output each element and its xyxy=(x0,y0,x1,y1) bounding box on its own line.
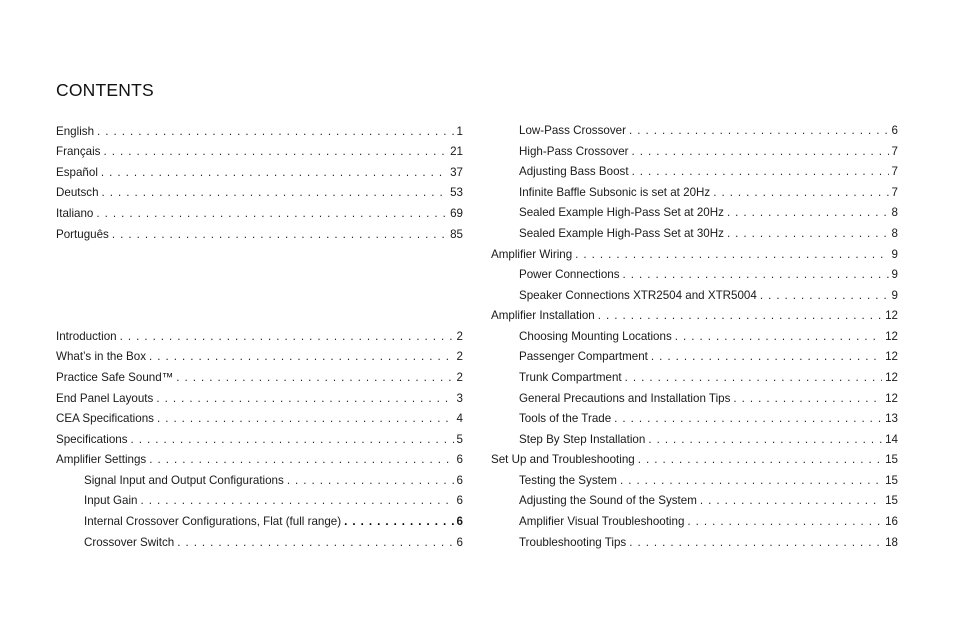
toc-label: Troubleshooting Tips xyxy=(519,536,627,549)
toc-subentry[interactable] xyxy=(519,124,898,138)
toc-page-number: 1 xyxy=(456,125,463,138)
toc-label: Sealed Example High-Pass Set at 30Hz xyxy=(519,227,724,240)
toc-entry[interactable] xyxy=(491,309,898,323)
dot-leader xyxy=(632,145,889,159)
toc-label: Deutsch xyxy=(56,186,99,199)
toc-entry[interactable] xyxy=(491,453,898,467)
toc-label: Choosing Mounting Locations xyxy=(519,330,672,343)
toc-label: Sealed Example High-Pass Set at 20Hz xyxy=(519,206,724,219)
toc-label: Signal Input and Output Configurations xyxy=(84,474,284,487)
toc-page-number: 12 xyxy=(885,330,898,343)
dot-leader xyxy=(687,515,882,529)
toc-label: Infinite Baffle Subsonic is set at 20Hz xyxy=(519,186,711,199)
toc-subentry[interactable] xyxy=(519,494,898,508)
toc-page-number: 18 xyxy=(885,536,898,549)
toc-label: English xyxy=(56,125,95,138)
toc-entry[interactable] xyxy=(491,248,898,262)
toc-subentry[interactable] xyxy=(519,536,898,550)
toc-subentry[interactable] xyxy=(519,515,898,529)
toc-page-number: 15 xyxy=(885,474,898,487)
toc-label: Trunk Compartment xyxy=(519,371,622,384)
dot-leader xyxy=(700,494,882,508)
dot-leader xyxy=(632,165,889,179)
toc-label: Passenger Compartment xyxy=(519,350,648,363)
toc-page-number: 2 xyxy=(456,371,463,384)
toc-subentry[interactable] xyxy=(519,145,898,159)
toc-subentry[interactable] xyxy=(519,186,898,200)
dot-leader xyxy=(629,536,882,550)
toc-page-number: 6 xyxy=(456,453,463,466)
toc-page-number: 7 xyxy=(891,186,898,199)
dot-leader xyxy=(598,309,882,323)
toc-page-number: 15 xyxy=(885,494,898,507)
toc-page-number: 69 xyxy=(450,207,463,220)
toc-page-number: 12 xyxy=(885,309,898,322)
toc-label: Adjusting the Sound of the System xyxy=(519,494,697,507)
toc-subentry[interactable] xyxy=(519,206,898,220)
toc-page-number: 8 xyxy=(891,227,898,240)
toc-page-number: 12 xyxy=(885,350,898,363)
toc-label: Speaker Connections XTR2504 and XTR5004 xyxy=(519,289,757,302)
toc-label: Introduction xyxy=(56,330,117,343)
toc-label: Low-Pass Crossover xyxy=(519,124,626,137)
dot-leader xyxy=(629,124,889,138)
toc-label: Input Gain xyxy=(84,494,138,507)
toc-subentry[interactable] xyxy=(519,330,898,344)
toc-subentry[interactable] xyxy=(519,227,898,241)
toc-page-number: 6 xyxy=(456,474,463,487)
toc-label: Amplifier Wiring xyxy=(491,248,573,261)
toc-page-number: 53 xyxy=(450,186,463,199)
dot-leader xyxy=(760,289,889,303)
toc-label: Français xyxy=(56,145,101,158)
toc-page-number: 85 xyxy=(450,228,463,241)
toc-label: Specifications xyxy=(56,433,128,446)
toc-label: Adjusting Bass Boost xyxy=(519,165,629,178)
toc-subentry[interactable] xyxy=(519,371,898,385)
toc-subentry[interactable] xyxy=(519,268,898,282)
toc-page-number: 8 xyxy=(891,206,898,219)
toc-page-number: 12 xyxy=(885,392,898,405)
dot-leader xyxy=(713,186,888,200)
dot-leader xyxy=(623,268,889,282)
toc-label: Power Connections xyxy=(519,268,620,281)
toc-page-number: 4 xyxy=(456,412,463,425)
dot-leader xyxy=(638,453,882,467)
dot-leader xyxy=(727,206,889,220)
toc-page-number: 12 xyxy=(885,371,898,384)
dot-leader xyxy=(620,474,882,488)
toc-subentry[interactable] xyxy=(519,289,898,303)
dot-leader xyxy=(651,350,882,364)
toc-subentry[interactable] xyxy=(519,165,898,179)
toc-label: Testing the System xyxy=(519,474,617,487)
toc-label: High-Pass Crossover xyxy=(519,145,629,158)
toc-label: What’s in the Box xyxy=(56,350,147,363)
toc-label: End Panel Layouts xyxy=(56,392,154,405)
toc-label: Amplifier Installation xyxy=(491,309,595,322)
toc-subentry[interactable] xyxy=(519,412,898,426)
toc-page-number: 2 xyxy=(456,350,463,363)
dot-leader xyxy=(575,248,888,262)
toc-page-number: 9 xyxy=(891,268,898,281)
toc-page-number: 16 xyxy=(885,515,898,528)
toc-label: Practice Safe Sound™ xyxy=(56,371,174,384)
toc-label: Italiano xyxy=(56,207,94,220)
toc-label: Português xyxy=(56,228,109,241)
dot-leader xyxy=(614,412,882,426)
toc-subentry[interactable] xyxy=(519,433,898,447)
toc-page-number: 6 xyxy=(456,494,463,507)
toc-page-number: 6 xyxy=(456,536,463,549)
toc-page-number: 6 xyxy=(456,515,463,528)
toc-page-number: 37 xyxy=(450,166,463,179)
dot-leader xyxy=(625,371,882,385)
toc-subentry[interactable] xyxy=(519,392,898,406)
toc-page-number: 15 xyxy=(885,453,898,466)
toc-page-number: 7 xyxy=(891,165,898,178)
toc-label: Step By Step Installation xyxy=(519,433,646,446)
dot-leader xyxy=(648,433,882,447)
dot-leader xyxy=(733,392,882,406)
page-title: CONTENTS xyxy=(56,80,154,100)
toc-page-number: 14 xyxy=(885,433,898,446)
toc-page-number: 6 xyxy=(891,124,898,137)
toc-label: Set Up and Troubleshooting xyxy=(491,453,635,466)
dot-leader xyxy=(727,227,889,241)
toc-page-number: 9 xyxy=(891,289,898,302)
toc-label: Crossover Switch xyxy=(84,536,175,549)
toc-page-number: 9 xyxy=(891,248,898,261)
toc-page-number: 13 xyxy=(885,412,898,425)
toc-label: Tools of the Trade xyxy=(519,412,612,425)
toc-label: Amplifier Settings xyxy=(56,453,147,466)
dot-leader xyxy=(675,330,882,344)
toc-page-number: 7 xyxy=(891,145,898,158)
toc-label: General Precautions and Installation Tips xyxy=(519,392,731,405)
toc-label: CEA Specifications xyxy=(56,412,154,425)
toc-page-number: 3 xyxy=(456,392,463,405)
toc-page-number: 2 xyxy=(456,330,463,343)
toc-label: Internal Crossover Configurations, Flat (full range) xyxy=(84,515,342,528)
toc-page-number: 5 xyxy=(456,433,463,446)
toc-subentry[interactable] xyxy=(519,350,898,364)
toc-page-number: 21 xyxy=(450,145,463,158)
toc-label: Español xyxy=(56,166,98,179)
toc-subentry[interactable] xyxy=(519,474,898,488)
toc-label: Amplifier Visual Troubleshooting xyxy=(519,515,685,528)
